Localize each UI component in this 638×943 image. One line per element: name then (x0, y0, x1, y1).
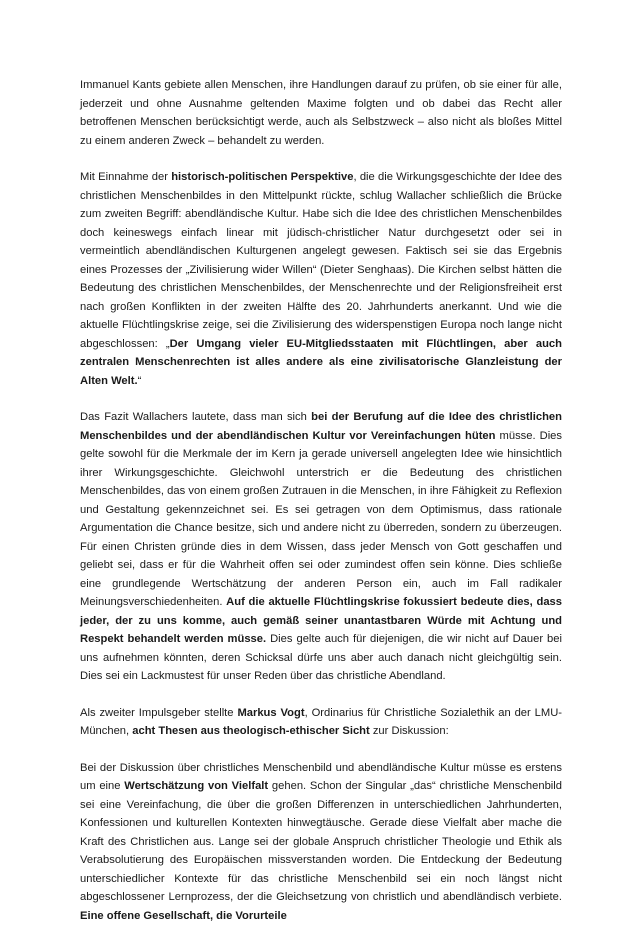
emphasized-text: Wertschätzung von Vielfalt (124, 780, 269, 792)
text-run: Mit Einnahme der (80, 171, 172, 183)
text-run: , die die Wirkungsgeschichte der Idee des christlichen Menschenbildes in den Mittelpunkt rückte, schlug Wallacher schließlich die Brücke zum zweiten Begriff: abendländische Kultur. Habe sich die Idee des christlichen Menschenbildes doch keineswegs einfach linear mit jüdisch-christlicher Natur durchgesetzt oder sei in vermeintlich abendländischen Kulturgenen angelegt gewesen. Faktisch sei sie das Ergebnis eines Prozesses der „Zivilisierung wider Willen“ (Dieter Senghaas). Die Kirchen selbst hätten die Bedeutung des christlichen Menschenbildes, der Menschenrechte und der Religionsfreiheit erst nach großen Konflikten in der zweiten Hälfte des 20. Jahrhunderts anerkannt. Und wie die aktuelle Flüchtlingskrise zeige, sei die Zivilisierung des widerspenstigen Europa noch lange nicht abgeschlossen: „ (80, 171, 562, 350)
text-run: , Ordinarius für Christliche Sozialethik an der LMU-München, (80, 706, 563, 737)
text-run: Immanuel Kants gebiete allen Menschen, ihre Handlungen darauf zu prüfen, ob sie einer für alle, jederzeit und ohne Ausnahme geltenden Maxime folgten und ob dabei das Recht aller betroffenen Menschen berücksichtigt werde, auch als Selbstzweck – also nicht als bloßes Mittel zu einem anderen Zweck – behandelt zu werden. (80, 79, 562, 147)
paragraph-4 (80, 704, 562, 741)
paragraph-5 (80, 759, 562, 926)
text-run: Dies gelte auch für diejenigen, die wir nicht auf Dauer bei uns aufnehmen könnten, deren Schicksal dürfe uns aber auch danach nicht gleichgültig sein. Dies sei ein Lackmustest für unser Reden über das christliche Abendland. (80, 633, 562, 682)
text-run: müsse. Dies gelte sowohl für die Merkmale der im Kern ja gerade universell angelegten Idee wie hinsichtlich ihrer Wirkungsgeschichte. Gleichwohl unterstrich er die Bedeutung des christlichen Menschenbildes, das von einem großen Zutrauen in die Menschen, in ihre Fähigkeit zu Reflexion und Gestaltung gekennzeichnet sei. Es sei getragen von dem Optimismus, dass rationale Argumentation die Chance besitze, sich und andere nicht zu überreden, sondern zu überzeugen. Für einen Christen gründe dies in dem Wissen, dass jeder Mensch von Gott geschaffen und geliebt sei, dass er für die Wahrheit offen sei oder zumindest offen sein könne. Dies schließe eine grundlegende Wertschätzung der anderen Person ein, auch im Fall radikaler Meinungsverschiedenheiten. (80, 429, 563, 608)
emphasized-text: Auf die aktuelle Flüchtlingskrise fokussiert bedeute dies, dass jeder, der zu uns komme, auch gemäß seiner unantastbaren Würde mit Achtung und Respekt behandelt werden müsse. (80, 596, 562, 645)
emphasized-text: Der Umgang vieler EU-Mitgliedsstaaten mit Flüchtlingen, aber auch zentralen Menschenrechten ist alles andere als eine zivilisatorische Glanzleistung der Alten Welt. (80, 337, 562, 387)
emphasized-text: acht Thesen aus theologisch-ethischer Sicht (132, 725, 370, 737)
document-body (80, 76, 562, 943)
text-run: gehen. Schon der Singular „das“ christliche Menschenbild sei eine Vereinfachung, die über die großen Differenzen in unterschiedlichen Jahrhunderten, Konfessionen und kulturellen Kontexten hinwegtäusche. Gerade diese Vielfalt aber mache die Kraft des Christlichen aus. Lange sei der globale Anspruch christlicher Theologie und Ethik als Verabsolutierung des Europäischen missverstanden worden. Die Entdeckung der Bedeutung unterschiedlicher Kontexte für das christliche Menschenbild sei ein noch längst nicht abgeschlossener Lernprozess, der die Gleichsetzung von christlich und abendländisch verbiete. (80, 780, 562, 903)
paragraph-3 (80, 408, 562, 686)
emphasized-text: historisch-politischen Perspektive (171, 171, 354, 183)
emphasized-text: bei der Berufung auf die Idee des christlichen Menschenbildes und der abendländischen Kultur vor Vereinfachungen hüten (80, 411, 562, 442)
text-run: Das Fazit Wallachers lautete, dass man sich (80, 411, 312, 423)
emphasized-text: Eine offene Gesellschaft, die Vorurteile (80, 909, 287, 922)
paragraph-1 (80, 76, 562, 150)
text-run: “ (137, 374, 142, 387)
paragraph-2 (80, 168, 562, 390)
text-run: Bei der Diskussion über christliches Menschenbild und abendländische Kultur müsse es erstens um eine (80, 761, 562, 792)
text-run: zur Diskussion: (369, 725, 449, 737)
emphasized-text: Markus Vogt (237, 706, 305, 719)
text-run: Als zweiter Impulsgeber stellte (80, 706, 238, 719)
